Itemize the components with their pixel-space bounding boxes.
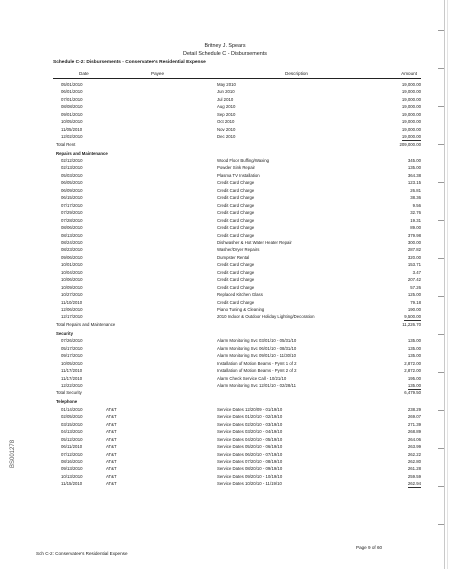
- edge-tick: [438, 182, 444, 183]
- column-header-payee: Payee: [151, 71, 165, 76]
- row-amount: 300.00: [407, 239, 421, 245]
- section-total-amount: 209,000.00: [399, 141, 421, 147]
- edge-tick: [438, 372, 444, 373]
- row-payee: AT&T: [106, 406, 117, 412]
- ledger-row: [53, 436, 421, 443]
- ledger-row: [53, 276, 421, 283]
- row-date: 08/16/2010: [61, 459, 83, 464]
- row-description: Replaced Kitchen Glass: [217, 292, 263, 298]
- row-date: 07/01/2010: [61, 96, 83, 102]
- row-amount: 271.39: [407, 421, 421, 427]
- row-description: Washer/Dryer Repairs: [217, 247, 260, 253]
- row-description: Credit Card Charge: [217, 299, 255, 305]
- row-amount: 9.56: [412, 202, 421, 208]
- row-description: Alarm Monitoring Svc 12/01/10 - 02/28/11: [217, 383, 296, 388]
- ledger-row: [53, 164, 421, 171]
- section-total-amount: 11,226.70: [402, 321, 421, 327]
- ledger-row: [53, 413, 421, 420]
- row-payee: AT&T: [106, 451, 117, 457]
- column-header-row: [53, 70, 421, 79]
- edge-tick: [438, 524, 444, 525]
- row-amount: 19.31: [410, 217, 421, 223]
- row-amount: 19,000.00: [401, 134, 421, 140]
- ledger-row: [53, 194, 421, 201]
- row-description: May 2010: [217, 82, 236, 87]
- row-description: Aug 2010: [217, 104, 236, 110]
- row-date: 11/15/2010: [61, 481, 83, 487]
- row-date: 06/01/2010: [61, 89, 83, 95]
- row-date: 08/06/2010: [61, 225, 83, 231]
- section-heading: Telephone: [56, 399, 78, 405]
- row-date: 06/05/2010: [61, 180, 83, 186]
- ledger-row: [53, 96, 421, 103]
- row-description: Installation of Motion Beams - Pymt 1 of 2: [217, 360, 297, 366]
- row-amount: 262.80: [407, 459, 421, 464]
- row-payee: AT&T: [106, 466, 117, 472]
- row-description: Credit Card Charge: [217, 262, 255, 268]
- row-amount: 207.42: [407, 277, 421, 283]
- row-amount: 19,000.00: [401, 89, 421, 95]
- row-description: Oct 2010: [217, 119, 235, 125]
- row-description: Dishwasher & Hot Water Heater Repair: [217, 239, 292, 245]
- row-date: 10/13/2010: [61, 473, 83, 479]
- row-description: Credit Card Charge: [217, 269, 255, 275]
- row-date: 05/01/2010: [61, 82, 83, 87]
- row-description: Service Dates 02/20/10 - 03/19/10: [217, 421, 283, 427]
- column-header-amount: Amount: [401, 71, 417, 76]
- footer-page-number: Page 9 of 60: [356, 545, 383, 550]
- row-description: Service Dates 06/20/10 - 07/19/10: [217, 451, 283, 457]
- ledger-row: [53, 291, 421, 298]
- row-amount: 135.00: [407, 165, 421, 171]
- row-date: 09/01/2010: [61, 111, 83, 117]
- edge-tick: [438, 106, 444, 107]
- row-date: 11/17/2010: [61, 368, 83, 374]
- edge-tick: [438, 448, 444, 449]
- ledger-row: [53, 480, 421, 487]
- edge-tick: [438, 486, 444, 487]
- edge-tick: [438, 30, 444, 31]
- row-date: 09/13/2010: [61, 466, 83, 472]
- row-date: 06/15/2010: [61, 195, 83, 201]
- row-payee: AT&T: [106, 473, 117, 479]
- ledger-row: [53, 443, 421, 450]
- row-amount: 3.47: [412, 269, 421, 275]
- row-amount: 19,000.00: [401, 104, 421, 110]
- ledger-row: [53, 254, 421, 261]
- row-amount: 38.36: [410, 195, 421, 201]
- row-date: 09/17/2010: [61, 353, 83, 359]
- ledger-row: [53, 421, 421, 428]
- row-date: 07/12/2010: [61, 451, 83, 457]
- ledger-row: [53, 352, 421, 359]
- ledger-row: [53, 157, 421, 164]
- row-amount: 125.00: [407, 292, 421, 298]
- row-description: Credit Card Charge: [217, 187, 255, 193]
- row-date: 11/10/2010: [61, 299, 83, 305]
- row-payee: AT&T: [106, 421, 117, 427]
- row-description: Piano Tuning & Cleaning: [217, 307, 265, 312]
- row-date: 10/27/2010: [61, 292, 83, 298]
- row-description: Wood Floor Buffing/Waxing: [217, 158, 269, 163]
- row-amount: 2,872.00: [404, 360, 421, 366]
- row-description: Nov 2010: [217, 126, 236, 132]
- row-description: Credit Card Charge: [217, 195, 255, 201]
- row-date: 05/12/2010: [61, 436, 83, 442]
- row-amount: 345.00: [407, 158, 421, 163]
- row-date: 07/28/2010: [61, 217, 83, 223]
- ledger-row: [53, 337, 421, 344]
- section-total-label: Total Rent: [56, 141, 76, 147]
- row-amount: 32.76: [410, 210, 421, 216]
- row-description: Credit Card Charge: [217, 232, 255, 238]
- row-amount: 153.71: [407, 262, 421, 268]
- row-date: 10/06/2010: [61, 277, 83, 283]
- section-total-row: [53, 389, 421, 396]
- ledger-row: [53, 209, 421, 216]
- row-description: Powder Sink Repair: [217, 165, 255, 171]
- ledger-row: [53, 261, 421, 268]
- ledger-row: [53, 284, 421, 291]
- ledger-row: [53, 299, 421, 306]
- section-total-label: Total Repairs and Maintenance: [56, 321, 116, 327]
- row-amount: 238.29: [407, 406, 421, 412]
- document-subtitle: Detail Schedule C - Disbursements: [183, 51, 267, 57]
- row-description: Credit Card Charge: [217, 284, 255, 290]
- ledger-row: [53, 133, 421, 140]
- row-date: 02/05/2010: [61, 414, 83, 420]
- row-amount: 79.18: [410, 299, 421, 305]
- ledger-row: [53, 382, 421, 389]
- row-date: 10/09/2010: [61, 284, 83, 290]
- row-date: 12/22/2010: [61, 383, 83, 388]
- ledger-row: [53, 360, 421, 367]
- row-date: 12/02/2010: [61, 134, 83, 140]
- ledger-row: [53, 202, 421, 209]
- schedule-title: Schedule C-2: Disbursements - Conservatee's Residential Expense: [53, 60, 206, 65]
- section-total-label: Total Security: [56, 390, 82, 396]
- ledger-row: [53, 246, 421, 253]
- row-date: 12/06/2010: [61, 307, 83, 312]
- row-date: 08/13/2010: [61, 232, 83, 238]
- row-date: 02/12/2010: [61, 158, 83, 163]
- row-description: Alarm Monitoring Svc 09/01/10 - 11/30/10: [217, 353, 296, 359]
- section-total-amount: 6,479.50: [404, 390, 421, 396]
- row-amount: 123.15: [407, 180, 421, 186]
- row-description: Jun 2010: [217, 89, 235, 95]
- row-description: Dec 2010: [217, 134, 236, 140]
- row-date: 05/17/2010: [61, 345, 83, 351]
- row-amount: 262.22: [407, 451, 421, 457]
- row-date: 03/15/2010: [61, 421, 83, 427]
- row-description: Alarm Monitoring Svc 03/01/10 - 05/31/10: [217, 338, 297, 344]
- row-date: 11/05/2010: [61, 126, 83, 132]
- row-payee: AT&T: [106, 436, 117, 442]
- row-description: Service Dates 04/20/10 - 05/19/10: [217, 436, 283, 442]
- row-amount: 19,000.00: [401, 82, 421, 87]
- row-description: Service Dates 01/20/10 - 02/19/10: [217, 414, 283, 420]
- edge-tick: [438, 334, 444, 335]
- ledger-row: [53, 367, 421, 374]
- row-amount: 287.82: [407, 247, 421, 253]
- section-heading-row: [53, 398, 421, 405]
- row-amount: 263.99: [407, 444, 421, 450]
- ledger-row: [53, 187, 421, 194]
- row-description: Credit Card Charge: [217, 277, 255, 283]
- edge-tick: [438, 410, 444, 411]
- row-description: Service Dates 05/20/10 - 06/19/10: [217, 444, 283, 450]
- edge-tick: [438, 220, 444, 221]
- section-heading-row: [53, 150, 421, 157]
- row-date: 08/23/2010: [61, 247, 83, 253]
- ledger-row: [53, 232, 421, 239]
- ledger-row: [53, 81, 421, 88]
- row-description: 2010 Indoor & Outdoor Holiday Lighting/Decoration: [217, 314, 315, 320]
- row-date: 11/17/2010: [61, 375, 83, 381]
- row-description: Service Dates 12/20/09 - 01/19/10: [217, 406, 283, 412]
- ledger-row: [53, 217, 421, 224]
- ledger-row: [53, 172, 421, 179]
- row-amount: 264.06: [407, 436, 421, 442]
- ledger-row: [53, 345, 421, 352]
- row-amount: 259.59: [407, 473, 421, 479]
- row-amount: 364.38: [407, 172, 421, 178]
- row-date: 04/13/2010: [61, 429, 83, 435]
- ledger-row: [53, 179, 421, 186]
- row-description: Credit Card Charge: [217, 202, 255, 208]
- row-description: Dumpster Rental: [217, 254, 250, 260]
- edge-tick: [438, 144, 444, 145]
- row-description: Service Dates 08/20/10 - 09/19/10: [217, 466, 283, 472]
- row-date: 07/29/2010: [61, 210, 83, 216]
- row-amount: 135.00: [407, 338, 421, 344]
- ledger-row: [53, 88, 421, 95]
- row-description: Credit Card Charge: [217, 225, 255, 231]
- row-date: 05/03/2010: [61, 172, 83, 178]
- row-date: 12/17/2010: [61, 314, 83, 320]
- section-heading: Security: [56, 330, 73, 336]
- row-amount: 9,500.00: [404, 314, 421, 320]
- row-amount: 135.00: [407, 345, 421, 351]
- row-description: Credit Card Charge: [217, 210, 255, 216]
- row-amount: 19,000.00: [401, 126, 421, 132]
- edge-tick: [438, 258, 444, 259]
- row-date: 02/13/2010: [61, 165, 83, 171]
- ledger-row: [53, 458, 421, 465]
- row-amount: 89.00: [410, 225, 421, 231]
- row-description: Credit Card Charge: [217, 217, 255, 223]
- ledger-row: [53, 126, 421, 133]
- ledger-row: [53, 118, 421, 125]
- column-header-date: Date: [79, 71, 89, 76]
- row-date: 06/09/2010: [61, 187, 83, 193]
- edge-tick: [438, 296, 444, 297]
- row-description: Alarm Check Service Call - 10/21/10: [217, 375, 287, 381]
- row-payee: AT&T: [106, 459, 117, 464]
- section-heading-row: [53, 330, 421, 337]
- row-amount: 57.26: [410, 284, 421, 290]
- ledger-row: [53, 406, 421, 413]
- row-date: 09/06/2010: [61, 254, 83, 260]
- row-description: Sep 2010: [217, 111, 236, 117]
- ledger-row: [53, 313, 421, 320]
- ledger-row: [53, 375, 421, 382]
- row-description: Installation of Motion Beams - Pymt 2 of 2: [217, 368, 297, 374]
- row-amount: 195.00: [407, 375, 421, 381]
- row-description: Alarm Monitoring Svc 06/01/10 - 08/31/10: [217, 345, 297, 351]
- row-amount: 19,000.00: [401, 96, 421, 102]
- row-description: Jul 2010: [217, 96, 234, 102]
- row-description: Service Dates 09/20/10 - 10/19/10: [217, 473, 283, 479]
- row-date: 10/04/2010: [61, 269, 83, 275]
- section-total-row: [53, 321, 421, 328]
- row-amount: 262.94: [407, 481, 421, 487]
- row-amount: 19,000.00: [401, 111, 421, 117]
- row-amount: 19,000.00: [401, 119, 421, 125]
- column-header-description: Description: [285, 71, 308, 76]
- ledger-row: [53, 473, 421, 480]
- ledger-row: [53, 428, 421, 435]
- row-amount: 135.00: [407, 353, 421, 359]
- row-date: 07/17/2010: [61, 202, 83, 208]
- row-description: Service Dates 07/20/10 - 08/19/10: [217, 459, 283, 464]
- row-date: 10/05/2010: [61, 119, 83, 125]
- ledger-row: [53, 103, 421, 110]
- row-amount: 26.81: [410, 187, 421, 193]
- row-date: 08/08/2010: [61, 104, 83, 110]
- bates-stamp: BS001278: [10, 439, 16, 468]
- row-description: Service Dates 10/20/10 - 11/19/10: [217, 481, 282, 487]
- row-amount: 135.00: [407, 383, 421, 388]
- page-edge: [444, 0, 445, 569]
- row-payee: AT&T: [106, 429, 117, 435]
- ledger-row: [53, 306, 421, 313]
- row-date: 10/01/2010: [61, 262, 83, 268]
- row-date: 01/14/2010: [61, 406, 83, 412]
- row-amount: 261.28: [407, 466, 421, 472]
- ledger-row: [53, 111, 421, 118]
- row-amount: 320.00: [407, 254, 421, 260]
- edge-tick: [438, 68, 444, 69]
- ledger-row: [53, 239, 421, 246]
- footer-schedule-label: Sch C-2: Conservatee's Residential Expense: [36, 551, 128, 556]
- row-date: 07/26/2010: [61, 338, 83, 344]
- row-amount: 269.07: [407, 414, 421, 420]
- row-date: 10/05/2010: [61, 360, 83, 366]
- row-payee: AT&T: [106, 481, 117, 487]
- page-edge-shadow: [447, 0, 448, 569]
- document-name: Britney J. Spears: [204, 43, 246, 49]
- row-amount: 190.00: [407, 307, 421, 312]
- section-heading: Repairs and Maintenance: [56, 150, 108, 156]
- row-payee: AT&T: [106, 444, 117, 450]
- ledger-row: [53, 465, 421, 472]
- row-description: Service Dates 03/20/10 - 04/19/10: [217, 429, 283, 435]
- row-payee: AT&T: [106, 414, 117, 420]
- ledger-row: [53, 224, 421, 231]
- row-description: Credit Card Charge: [217, 180, 255, 186]
- ledger-row: [53, 269, 421, 276]
- row-date: 08/24/2010: [61, 239, 83, 245]
- row-amount: 2,872.00: [404, 368, 421, 374]
- section-total-row: [53, 141, 421, 148]
- row-date: 06/11/2010: [61, 444, 83, 450]
- row-description: Plasma TV Installation: [217, 172, 260, 178]
- ledger-row: [53, 451, 421, 458]
- row-amount: 268.89: [407, 429, 421, 435]
- row-amount: 379.98: [407, 232, 421, 238]
